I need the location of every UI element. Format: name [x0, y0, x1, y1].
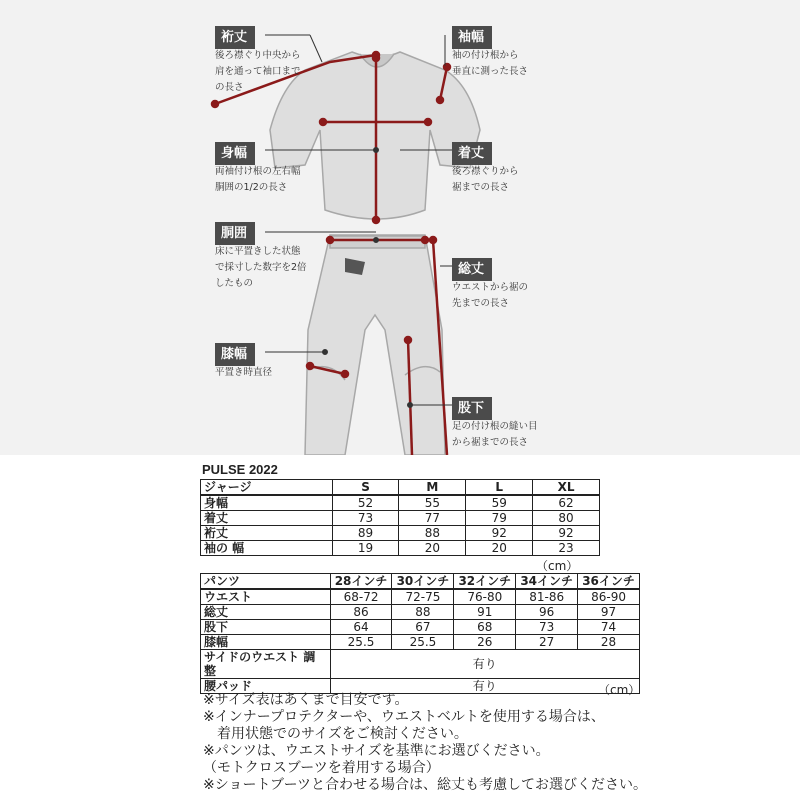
header-cell: 32インチ: [454, 574, 516, 590]
table-cell: 73: [332, 511, 399, 526]
table-cell: 62: [533, 495, 600, 511]
note-line: 着用状態でのサイズをご検討ください。: [203, 726, 468, 742]
note-line: ※サイズ表はあくまで目安です。: [203, 692, 409, 708]
table-cell: 28: [578, 635, 640, 650]
table-cell: 97: [578, 605, 640, 620]
table-cell: 52: [332, 495, 399, 511]
header-cell: ジャージ: [201, 480, 333, 496]
row-label: ウエスト: [201, 589, 331, 605]
header-cell: パンツ: [201, 574, 331, 590]
product-title: PULSE 2022: [202, 462, 278, 477]
table-cell: 59: [466, 495, 533, 511]
callout-desc-soutake: ウエストから裾の 先までの長さ: [452, 282, 529, 309]
table-cell: 27: [516, 635, 578, 650]
table-cell: 有り: [330, 679, 639, 694]
table-cell: 23: [533, 541, 600, 556]
jersey-unit: （cm）: [536, 559, 579, 573]
note-line: ※パンツは、ウエストサイズを基準にお選びください。: [203, 743, 550, 759]
table-cell: 26: [454, 635, 516, 650]
jersey-size-table: [200, 479, 600, 556]
table-cell: 20: [466, 541, 533, 556]
callout-label-douimawari: 胴囲: [215, 222, 255, 245]
callout-desc-yukitake: 後ろ襟ぐり中央から 肩を通って袖口まで の長さ: [215, 50, 301, 93]
table-cell: 73: [516, 620, 578, 635]
table-cell: 80: [533, 511, 600, 526]
table-cell: 72-75: [392, 589, 454, 605]
table-cell: 20: [399, 541, 466, 556]
row-label: サイドのウエスト 調整: [201, 650, 331, 679]
table-cell: 55: [399, 495, 466, 511]
table-cell: 91: [454, 605, 516, 620]
header-cell: 28インチ: [330, 574, 392, 590]
table-cell: 92: [466, 526, 533, 541]
callout-label-yukitake: 裄丈: [215, 26, 255, 49]
table-cell: 86-90: [578, 589, 640, 605]
table-cell: 有り: [330, 650, 639, 679]
header-cell: M: [399, 480, 466, 496]
table-cell: 77: [399, 511, 466, 526]
header-cell: 34インチ: [516, 574, 578, 590]
table-row: [201, 541, 600, 556]
table-cell: 88: [392, 605, 454, 620]
callout-desc-hizahaba: 平置き時直径: [215, 367, 273, 378]
callout-desc-mihaba: 両袖付け根の左右幅 胴囲の1/2の長さ: [215, 166, 301, 193]
row-label: 袖の 幅: [201, 541, 333, 556]
table-cell: 68: [454, 620, 516, 635]
header-cell: 36インチ: [578, 574, 640, 590]
header-cell: L: [466, 480, 533, 496]
pants-unit: （cm）: [598, 683, 641, 697]
row-label: 膝幅: [201, 635, 331, 650]
row-label: 着丈: [201, 511, 333, 526]
table-cell: 25.5: [392, 635, 454, 650]
row-label: 総丈: [201, 605, 331, 620]
row-label: 裄丈: [201, 526, 333, 541]
row-label: 身幅: [201, 495, 333, 511]
callout-desc-kitake: 後ろ襟ぐりから 裾までの長さ: [452, 166, 519, 193]
table-row: [201, 511, 600, 526]
table-row: [201, 526, 600, 541]
table-row: [201, 495, 600, 511]
table-cell: 81-86: [516, 589, 578, 605]
table-cell: 67: [392, 620, 454, 635]
note-line: （モトクロスブーツを着用する場合）: [203, 760, 440, 776]
header-cell: 30インチ: [392, 574, 454, 590]
pants-illustration: [305, 235, 445, 455]
table-cell: 68-72: [330, 589, 392, 605]
callout-label-hizahaba: 膝幅: [215, 343, 255, 366]
table-cell: 79: [466, 511, 533, 526]
table-cell: 96: [516, 605, 578, 620]
table-header-row: [201, 574, 640, 590]
callout-label-kitake: 着丈: [452, 142, 492, 165]
table-cell: 74: [578, 620, 640, 635]
callout-label-matashita: 股下: [452, 397, 492, 420]
table-cell: 19: [332, 541, 399, 556]
header-cell: S: [332, 480, 399, 496]
table-cell: 88: [399, 526, 466, 541]
table-cell: 25.5: [330, 635, 392, 650]
row-label: 股下: [201, 620, 331, 635]
callout-label-soutake: 総丈: [452, 258, 492, 281]
table-header-row: [201, 480, 600, 496]
table-cell: 86: [330, 605, 392, 620]
callout-desc-douimawari: 床に平置きした状態 で採寸した数字を2倍 したもの: [215, 246, 307, 289]
table-row: [201, 605, 640, 620]
table-row: [201, 635, 640, 650]
pants-size-table: [200, 573, 640, 694]
table-cell: 89: [332, 526, 399, 541]
table-row: [201, 589, 640, 605]
callout-label-mihaba: 身幅: [215, 142, 255, 165]
callout-label-sodehaba: 袖幅: [452, 26, 492, 49]
table-cell: 64: [330, 620, 392, 635]
callout-desc-sodehaba: 袖の付け根から 垂直に測った長さ: [452, 50, 529, 77]
size-notes: [203, 692, 647, 794]
table-row: [201, 650, 640, 679]
note-line: ※インナープロテクターや、ウエストベルトを使用する場合は、: [203, 709, 605, 725]
table-cell: 76-80: [454, 589, 516, 605]
row-label: 腰パッド: [201, 679, 331, 694]
note-line: ※ショートブーツと合わせる場合は、総丈も考慮してお選びください。: [203, 777, 648, 793]
callout-desc-matashita: 足の付け根の縫い目 から裾までの長さ: [452, 421, 538, 448]
table-cell: 92: [533, 526, 600, 541]
table-row: [201, 620, 640, 635]
header-cell: XL: [533, 480, 600, 496]
